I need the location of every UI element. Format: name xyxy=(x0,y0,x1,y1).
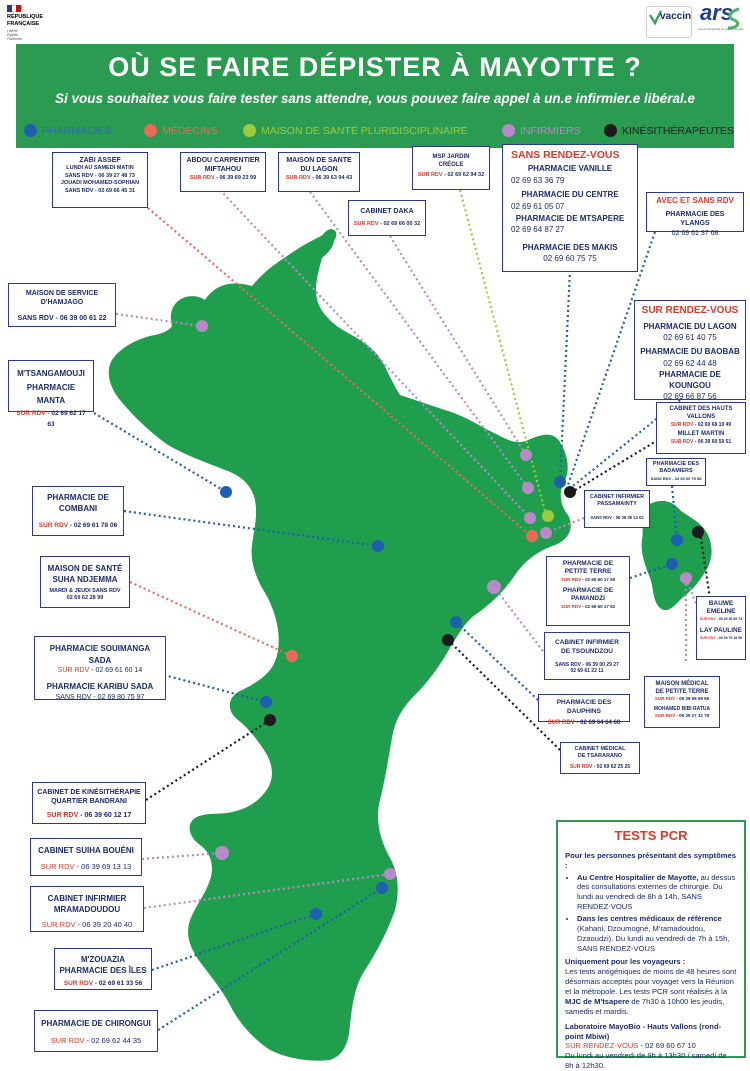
box-line: 02 69 61 22 11 xyxy=(570,668,604,675)
box-line: D'HAMJAGO xyxy=(40,299,84,307)
box-line: SANS RDV - 02 69 60 75 58 xyxy=(650,475,702,481)
connector-line xyxy=(560,270,570,482)
box-line: MAISON MÉDICAL xyxy=(655,681,709,687)
box-pharmacie-badamiers xyxy=(646,458,706,486)
box-line: CABINET INFIRMIER xyxy=(47,894,127,903)
box-phone: - 02 69 62 94 32 xyxy=(442,172,485,179)
rf-motto: Liberté Égalité Fraternité xyxy=(7,29,22,42)
box-rdv: SUR RDV xyxy=(670,438,694,445)
box-phone: - 06 39 63 94 43 xyxy=(310,174,353,181)
box-line xyxy=(543,719,625,727)
box-line: CABINET DE KINÉSITHÉRAPIE xyxy=(37,789,141,796)
box-line: LAY PAULINE xyxy=(699,627,743,635)
box-phone: - 06 39 69 23 99 xyxy=(214,174,257,181)
physio-marker-icon xyxy=(564,486,576,498)
box-rdv: SUR RDV xyxy=(285,174,311,181)
box-rdv: SUR RDV xyxy=(50,1035,85,1045)
box-pharmacies-sada xyxy=(34,636,166,700)
box-phone: - 02 69 61 78 06 xyxy=(68,521,118,529)
box-line xyxy=(551,604,625,610)
connector-line xyxy=(146,720,270,800)
nurse-marker-icon xyxy=(540,527,552,539)
box-line: SANS RDV - 06 39 00 61 22 xyxy=(17,314,107,322)
box-header: SANS RENDEZ-VOUS xyxy=(511,149,620,161)
box-rdv: SUR RDV xyxy=(699,616,716,621)
box-line xyxy=(698,617,744,622)
box-line: M'TSANGAMOUJI xyxy=(17,369,85,378)
box-rdv: SUR RDV xyxy=(38,521,69,529)
box-rdv: SUR RDV xyxy=(569,763,593,770)
box-line: ABDOU CARPENTIER xyxy=(186,157,260,164)
box-line: CABINET INFIRMIER xyxy=(589,494,645,500)
box-phone: - 02 69 62 25 25 xyxy=(592,763,631,770)
pharmacy-marker-icon xyxy=(376,882,388,894)
box-line: PHARMACIE DE xyxy=(47,493,109,502)
pharmacy-marker-icon xyxy=(671,534,683,546)
box-phone: - 06 39 20 40 40 xyxy=(75,919,133,929)
box-line: PHARMACIE DU LAGON xyxy=(643,322,737,331)
box-line: PHARMACIE DU BAOBAB xyxy=(640,347,740,357)
pcr-lab-hours: Du lundi au vendredi de 9h à 13h30 / samedi de 8h à 12h30. xyxy=(565,1051,727,1071)
petite-terre-island xyxy=(642,501,712,610)
nurse-marker-icon xyxy=(196,320,208,332)
box-cabinet-hauts-vallons xyxy=(656,402,746,454)
box-rdv: SUR RDV xyxy=(417,172,443,179)
rf-line1: RÉPUBLIQUE xyxy=(7,14,44,20)
box-rdv: SUR RDV xyxy=(40,861,75,871)
legend-label: KINÉSITHÉRAPEUTES xyxy=(622,124,735,137)
box-pharmacie-des-iles xyxy=(54,948,152,990)
nurse-marker-icon xyxy=(680,572,692,584)
box-line: PASSAMAINTY xyxy=(597,501,637,508)
box-line: VALLONS xyxy=(686,413,716,420)
box-line: MRAMADOUDOU xyxy=(53,904,121,914)
legend-label: INFIRMIERS xyxy=(520,124,581,137)
box-line: 02 69 62 28 99 xyxy=(66,595,104,602)
box-line: LUNDI AU SAMEDI MATIN xyxy=(66,165,134,172)
box-line: COMBANI xyxy=(58,503,98,513)
page-subtitle: Si vous souhaitez vous faire tester sans attendre, vous pouvez faire appel à un.e infirmier.e libéral.e xyxy=(55,91,695,106)
pharmacy-marker-icon xyxy=(554,476,566,488)
box-line xyxy=(661,422,741,429)
pcr-travel-title: Uniquement pour les voyageurs : xyxy=(565,957,686,967)
box-phone: - 06 39 27 32 78 xyxy=(675,713,710,718)
box-line: PHARMACIE DES YLANGS xyxy=(665,210,725,228)
box-line: SANS RDV - 06 39 27 48 73 xyxy=(64,172,135,179)
box-cabinet-tsoundzou xyxy=(544,632,630,680)
box-pharmacie-dauphins xyxy=(538,694,630,726)
box-phone: - 06 39 69 13 13 xyxy=(74,861,132,871)
box-line: PHARMACIE DE CHIRONGUI xyxy=(41,1019,151,1028)
box-line: MILLET MARTIN xyxy=(677,431,725,438)
box-line: ZABI ASSEF xyxy=(79,157,121,164)
pharmacy-marker-icon xyxy=(666,558,678,570)
box-phone: - 02 69 61 33 56 xyxy=(93,979,143,987)
box-cabinet-kine-bandrani xyxy=(32,782,146,824)
box-line: 02 69 60 75 75 xyxy=(543,254,597,264)
box-line: QUARTIER BANDRANI xyxy=(51,798,127,806)
pcr-item xyxy=(577,914,737,953)
box-cabinet-mramadoudou xyxy=(30,886,144,932)
box-line: 02 69 61 37 68 xyxy=(671,229,719,237)
box-line: PHARMACIE DE KOUNGOU xyxy=(659,369,721,390)
pharmacy-marker-icon xyxy=(372,540,384,552)
page-title: OÙ SE FAIRE DÉPISTER À MAYOTTE ? xyxy=(108,52,642,82)
box-line: MAISON DE SANTE xyxy=(286,157,352,164)
box-line: SANS RDV - 02 69 80 75 97 xyxy=(55,693,145,701)
box-phone: - 02 69 64 64 60 xyxy=(574,719,621,726)
box-pharmacie-manta xyxy=(8,360,94,428)
nurse-marker-icon xyxy=(384,868,396,880)
box-phone: - 02 69 62 17 63 xyxy=(45,409,86,428)
vaccin-text: vaccin xyxy=(660,11,692,22)
box-line: JOUADI MOHAMED-SOPHIAN xyxy=(60,180,140,187)
box-line: PETITE TERRE xyxy=(564,568,612,576)
box-line xyxy=(59,980,147,989)
box-zabi-assef xyxy=(52,152,148,208)
doctor-marker-icon xyxy=(526,530,538,542)
box-rdv: SUR RDV xyxy=(654,696,676,702)
box-rdv: SUR RDV xyxy=(699,635,716,640)
box-line: DE PETITE TERRE xyxy=(655,689,709,696)
box-pharmacie-chirongui xyxy=(34,1010,158,1052)
nurse-marker-icon xyxy=(215,846,229,860)
doctor-marker-icon xyxy=(286,650,298,662)
box-sur-rendez-vous xyxy=(634,300,746,400)
box-line: PHARMACIE DES MAKIS xyxy=(522,242,618,252)
box-rdv: SUR RDV xyxy=(16,409,46,417)
box-line xyxy=(35,920,139,930)
nurse-marker-icon xyxy=(487,580,501,594)
box-line: PAMANDZI xyxy=(571,595,605,603)
box-phone: - 02 69 68 19 49 xyxy=(693,421,732,428)
box-rdv: SUR RDV xyxy=(46,811,79,819)
pcr-panel xyxy=(556,820,746,1071)
box-line xyxy=(39,666,161,676)
box-line: CABINET MÉDICAL xyxy=(574,746,626,752)
box-maison-service-hamjago xyxy=(8,283,116,327)
box-line: MAISON DE SANTÉ xyxy=(47,564,123,573)
box-rdv: SUR RDV xyxy=(41,919,76,929)
box-cabinet-tsararano xyxy=(560,742,640,774)
box-phone: - 02 69 60 17 82 xyxy=(581,603,616,609)
box-rdv: SUR RDV xyxy=(670,421,694,428)
box-line xyxy=(13,408,89,430)
box-line: CABINET DES HAUTS xyxy=(669,406,733,412)
box-cabinet-daka xyxy=(348,200,426,236)
box-line: PHARMACIE DU CENTRE xyxy=(521,190,619,200)
pcr-travel-body: Les tests antigéniques de moins de 48 heures sont désormais acceptés pour voyager vers la Réunion et la métropole. Les tests PCR sont réalisés à la xyxy=(565,967,737,997)
legend-label: MÉDECINS xyxy=(162,124,218,137)
legend-label: PHARMACIES xyxy=(42,124,112,137)
pharmacy-marker-icon xyxy=(450,616,462,628)
box-line: MSP JARDIN xyxy=(432,154,470,160)
box-line: PHARMACIE SOUIMANGA SADA xyxy=(49,644,151,665)
pcr-item-text: (Kahani, Dzoumogné, M'ramadoudou, Dzaoudzi). Du lundi au vendredi de 7h à 15h, SANS RENDEZ-VOUS xyxy=(577,923,730,953)
rf-line2: FRANÇAISE xyxy=(7,21,40,27)
physio-marker-icon xyxy=(264,714,276,726)
box-phone: - 06 39 79 18 56 xyxy=(715,635,743,640)
box-maison-medical-petite-terre xyxy=(644,676,720,728)
box-line xyxy=(698,636,744,641)
box-line xyxy=(649,696,715,702)
box-line: 02 69 62 44 48 xyxy=(663,358,717,368)
pcr-intro: Pour les personnes présentant des symptômes : xyxy=(565,850,736,870)
pcr-item-text: au dessus des consultations externes de chirurgie. Du lundi au vendredi de 8h à 14h, SANS RENDEZ-VOUS xyxy=(577,872,736,912)
box-line: 02 69 61 40 75 xyxy=(663,333,717,343)
box-line: SANS RDV - 02 69 66 45 31 xyxy=(64,187,135,194)
box-line: CABINET DAKA xyxy=(360,208,414,215)
box-line: 02 69 63 36 79 xyxy=(511,175,565,185)
box-line: CABINET SUIHA BOUÉNI xyxy=(38,846,134,855)
box-rdv: SUR RDV xyxy=(547,719,575,726)
box-phone: - 02 69 60 17 69 xyxy=(581,576,616,582)
box-line: PHARMACIE VANILLE xyxy=(527,164,613,174)
box-pharmacie-petite-terre xyxy=(546,556,630,626)
connector-line xyxy=(494,587,546,655)
box-line: MOHAMED BIBI RATUA xyxy=(653,706,711,713)
pcr-item-bold: Au Centre Hospitalier de Mayotte, xyxy=(577,872,699,882)
box-line: DU LAGON xyxy=(300,166,338,174)
box-line: 02 69 61 05 07 xyxy=(511,202,565,211)
pharmacy-marker-icon xyxy=(310,908,322,920)
box-line xyxy=(417,172,485,179)
box-line xyxy=(353,221,421,228)
connector-line xyxy=(456,622,538,700)
physio-marker-icon xyxy=(692,526,704,538)
box-avec-sans-rdv xyxy=(646,192,744,237)
box-line xyxy=(283,175,355,182)
box-line: PHARMACIE DES DAUPHINS xyxy=(556,699,612,715)
box-header: SUR RENDEZ-VOUS xyxy=(641,305,739,316)
box-line: PHARMACIE DE MTSAPERE xyxy=(515,213,625,223)
pharmacy-marker-icon xyxy=(220,486,232,498)
box-line: PHARMACIE DE xyxy=(562,560,614,567)
box-line: SANS RDV - 06 39 00 29 27 xyxy=(555,661,619,668)
box-phone: - 02 69 66 00 32 xyxy=(378,221,421,228)
box-line: 02 69 66 87 56 xyxy=(663,392,717,402)
box-line: 02 69 64 87 27 xyxy=(511,225,565,235)
box-line: MARDI & JEUDI SANS RDV xyxy=(49,587,121,594)
box-line xyxy=(649,713,715,719)
health-house-marker-icon xyxy=(542,510,554,522)
nurse-marker-icon xyxy=(524,512,536,524)
pcr-title: TESTS PCR xyxy=(614,828,688,843)
box-line xyxy=(35,862,137,872)
pcr-list xyxy=(565,873,737,954)
box-line: SANS RDV - 06 39 39 13 02 xyxy=(590,514,644,520)
pcr-item-bold: Dans les centres médicaux de référence xyxy=(577,914,722,924)
box-line: EMELINE xyxy=(706,608,736,616)
box-line: PHARMACIE MANTA xyxy=(26,382,76,406)
nurse-marker-icon xyxy=(522,482,534,494)
box-cabinet-passamainty xyxy=(584,490,650,528)
pcr-travel-text xyxy=(565,967,737,1016)
box-line xyxy=(661,439,741,446)
box-phone: - 06 39 69 09 96 xyxy=(675,696,710,702)
box-maison-sante-lagon xyxy=(278,152,360,192)
box-line: PHARMACIE KARIBU SADA xyxy=(46,682,154,692)
pcr-travel-end: de 7h30 à 10h00 les jeudis, samedis et mardis. xyxy=(565,996,725,1016)
box-cabinet-suiha-boueni xyxy=(30,838,142,876)
box-phone: - 02 69 61 60 14 xyxy=(89,667,143,675)
grande-terre-island xyxy=(109,232,571,1061)
box-line: CABINET INFIRMIER xyxy=(555,639,619,646)
box-msp-jardin-creole xyxy=(412,146,490,190)
box-rdv: SUR RDV xyxy=(560,603,582,609)
box-line: MIFTAHOU xyxy=(204,166,242,174)
box-line: SUHA NDJEMMA xyxy=(52,574,118,584)
box-phone: - 06 39 69 59 51 xyxy=(693,438,732,445)
box-line: DE TSARARANO xyxy=(577,753,623,760)
ars-subtitle: Agence Régionale de Santé Mayotte xyxy=(698,27,744,31)
box-line xyxy=(185,175,261,182)
box-rdv: SUR RDV xyxy=(189,174,215,181)
box-line xyxy=(565,764,635,771)
box-line: BADAMIERS xyxy=(659,468,693,475)
physio-marker-icon xyxy=(442,634,454,646)
box-line: MAISON DE SERVICE xyxy=(25,290,99,297)
box-sans-rendez-vous xyxy=(502,144,638,272)
box-line xyxy=(37,522,119,531)
box-bauwe-lay xyxy=(696,596,746,660)
box-line xyxy=(39,1036,153,1046)
box-line xyxy=(551,577,625,583)
pharmacy-marker-icon xyxy=(260,696,272,708)
box-maison-sante-suha xyxy=(40,556,130,608)
box-phone: - 06 39 60 12 17 xyxy=(78,811,132,819)
box-rdv: SUR RDV xyxy=(57,667,90,675)
box-rdv: SUR RDV xyxy=(353,221,379,228)
box-line: BAUWE xyxy=(708,600,734,607)
box-header: AVEC ET SANS RDV xyxy=(656,196,734,205)
box-line: PHARMACIE DES ÎLES xyxy=(59,965,147,975)
box-line: PHARMACIE DES xyxy=(652,461,700,467)
box-phone: - 02 69 62 44 35 xyxy=(84,1035,142,1045)
ars-text: ars xyxy=(700,0,734,25)
box-rdv: SUR RDV xyxy=(63,979,94,987)
pcr-lab-phone: - 02 69 60 67 10 xyxy=(638,1041,696,1051)
box-abdou-carpentier xyxy=(180,152,266,192)
box-line: M'ZOUAZIA xyxy=(80,955,126,964)
box-rdv: SUR RDV xyxy=(654,713,676,718)
nurse-marker-icon xyxy=(520,449,532,461)
box-rdv: SUR RDV xyxy=(560,576,582,582)
box-phone: - 06 39 26 85 74 xyxy=(715,616,743,621)
box-line: CRÉOLE xyxy=(438,162,464,169)
box-line: PHARMACIE DE xyxy=(562,586,614,594)
pcr-lab-contact xyxy=(565,1041,737,1051)
pcr-lab-rdv: SUR RENDEZ-VOUS xyxy=(565,1041,639,1051)
box-line xyxy=(37,811,141,820)
islet-north xyxy=(320,229,336,246)
pcr-travel-bold: MJC de M'tsapere xyxy=(565,996,630,1006)
pcr-lab-title: Laboratoire MayoBio - Hauts Vallons (rond-point Mbiwi) xyxy=(565,1021,722,1041)
legend-label: MAISON DE SANTÉ PLURIDISCIPLINAIRE xyxy=(261,124,468,137)
pcr-item xyxy=(577,873,737,912)
box-pharmacie-combani xyxy=(32,486,124,536)
box-line: DE TSOUNDZOU xyxy=(561,647,613,655)
